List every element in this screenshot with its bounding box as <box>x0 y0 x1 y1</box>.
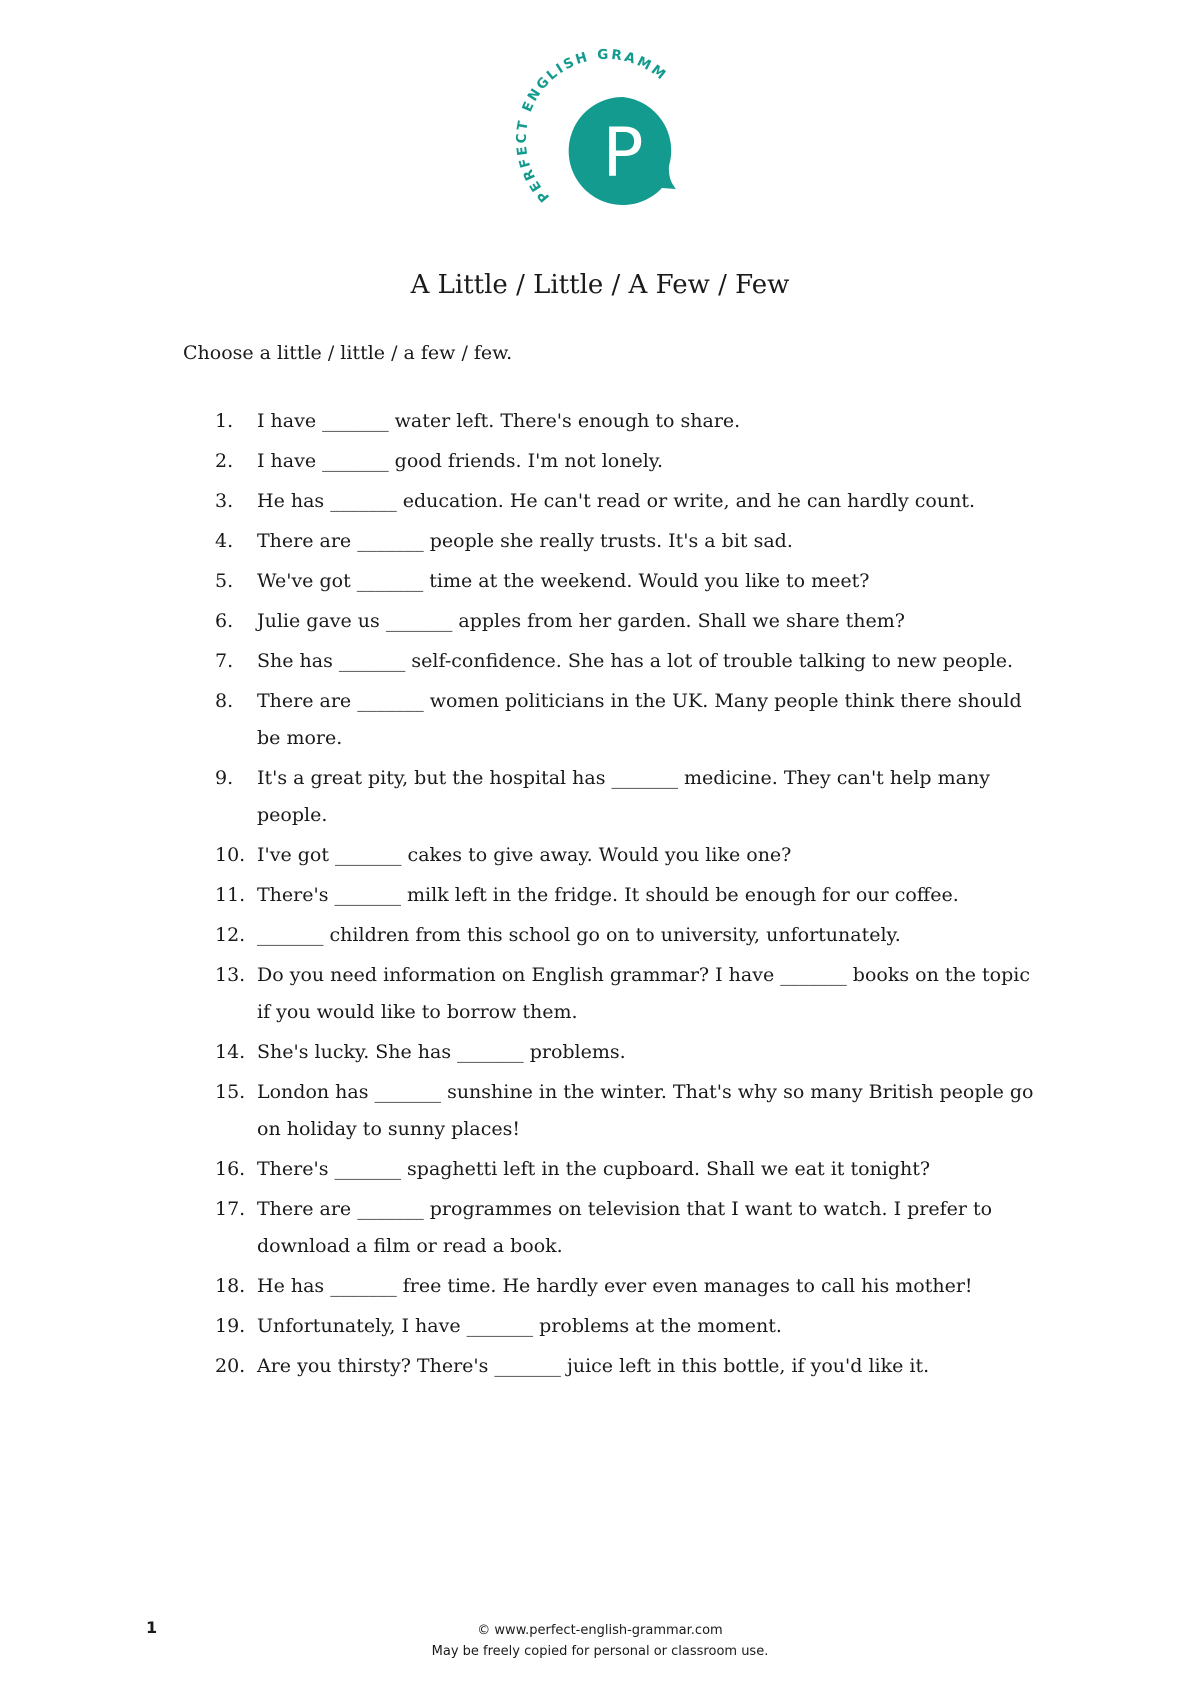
exercise-sentence: London has _______ sunshine in the winter. That's why so many British people go on holiday to sunny places! <box>257 1081 1034 1140</box>
footer <box>0 1620 1200 1662</box>
exercise-item <box>215 837 1035 874</box>
exercise-item <box>215 563 1035 600</box>
exercise-sentence: Unfortunately, I have _______ problems at the moment. <box>257 1315 782 1337</box>
exercise-item <box>215 643 1035 680</box>
exercise-item <box>215 683 1035 757</box>
exercise-number: 12. <box>215 924 246 946</box>
exercise-item <box>215 917 1035 954</box>
exercise-item <box>215 403 1035 440</box>
exercise-sentence: There are _______ women politicians in the UK. Many people think there should be more. <box>257 690 1022 749</box>
brand-logo-graphic <box>508 40 708 240</box>
brand-logo-arc-text: PERFECT ENGLISH GRAMM <box>513 46 671 206</box>
page-title: A Little / Little / A Few / Few <box>410 270 790 300</box>
exercise-number: 19. <box>215 1315 246 1337</box>
exercise-sentence: There are _______ people she really trusts. It's a bit sad. <box>257 530 793 552</box>
exercise-number: 16. <box>215 1158 246 1180</box>
exercise-number: 17. <box>215 1198 246 1220</box>
exercise-sentence: I have _______ good friends. I'm not lonely. <box>257 450 664 472</box>
exercise-sentence: We've got _______ time at the weekend. Would you like to meet? <box>257 570 870 592</box>
exercise-sentence: _______ children from this school go on to university, unfortunately. <box>257 924 901 946</box>
exercise-number: 2. <box>215 450 234 472</box>
exercise-item <box>215 443 1035 480</box>
exercise-sentence: Julie gave us _______ apples from her garden. Shall we share them? <box>257 610 905 632</box>
exercise-sentence: He has _______ education. He can't read or write, and he can hardly count. <box>257 490 976 512</box>
exercise-number: 1. <box>215 410 234 432</box>
instructions: Choose a little / little / a few / few. <box>183 342 513 364</box>
exercise-sentence: Are you thirsty? There's _______ juice left in this bottle, if you'd like it. <box>257 1355 930 1377</box>
exercise-number: 14. <box>215 1041 246 1063</box>
exercise-sentence: I've got _______ cakes to give away. Would you like one? <box>257 844 792 866</box>
exercise-sentence: I have _______ water left. There's enough to share. <box>257 410 741 432</box>
exercise-sentence: Do you need information on English grammar? I have _______ books on the topic if you would like to borrow them. <box>257 964 1030 1023</box>
exercise-item <box>215 1034 1035 1071</box>
exercise-sentence: She has _______ self-confidence. She has a lot of trouble talking to new people. <box>257 650 1014 672</box>
exercise-sentence: She's lucky. She has _______ problems. <box>257 1041 626 1063</box>
exercise-number: 6. <box>215 610 234 632</box>
exercise-number: 10. <box>215 844 246 866</box>
exercise-item <box>215 1074 1035 1148</box>
exercise-item <box>215 1308 1035 1345</box>
exercise-item <box>215 1191 1035 1265</box>
brand-logo <box>508 40 708 240</box>
footer-copyright: © www.perfect-english-grammar.com <box>477 1623 723 1638</box>
page-number: 1 <box>146 1618 158 1637</box>
exercise-number: 20. <box>215 1355 246 1377</box>
exercise-item <box>215 760 1035 834</box>
exercise-number: 4. <box>215 530 234 552</box>
exercise-number: 15. <box>215 1081 246 1103</box>
exercise-item <box>215 603 1035 640</box>
exercise-number: 3. <box>215 490 234 512</box>
footer-license: May be freely copied for personal or classroom use. <box>431 1644 769 1659</box>
exercise-item <box>215 1151 1035 1188</box>
exercise-item <box>215 957 1035 1031</box>
exercise-number: 9. <box>215 767 234 789</box>
exercise-sentence: It's a great pity, but the hospital has _______ medicine. They can't help many people. <box>257 767 990 826</box>
exercise-item <box>215 1348 1035 1385</box>
exercise-list <box>215 403 1035 1388</box>
exercise-number: 5. <box>215 570 234 592</box>
exercise-number: 7. <box>215 650 234 672</box>
exercise-number: 13. <box>215 964 246 986</box>
brand-logo-letter: P <box>602 114 644 193</box>
exercise-sentence: There are _______ programmes on television that I want to watch. I prefer to download a film or read a book. <box>257 1198 993 1257</box>
exercise-item <box>215 483 1035 520</box>
exercise-item <box>215 1268 1035 1305</box>
exercise-number: 8. <box>215 690 234 712</box>
exercise-number: 11. <box>215 884 246 906</box>
exercise-number: 18. <box>215 1275 246 1297</box>
exercise-sentence: There's _______ spaghetti left in the cupboard. Shall we eat it tonight? <box>257 1158 931 1180</box>
exercise-sentence: There's _______ milk left in the fridge. It should be enough for our coffee. <box>257 884 959 906</box>
exercise-sentence: He has _______ free time. He hardly ever even manages to call his mother! <box>257 1275 973 1297</box>
exercise-item <box>215 877 1035 914</box>
exercise-item <box>215 523 1035 560</box>
